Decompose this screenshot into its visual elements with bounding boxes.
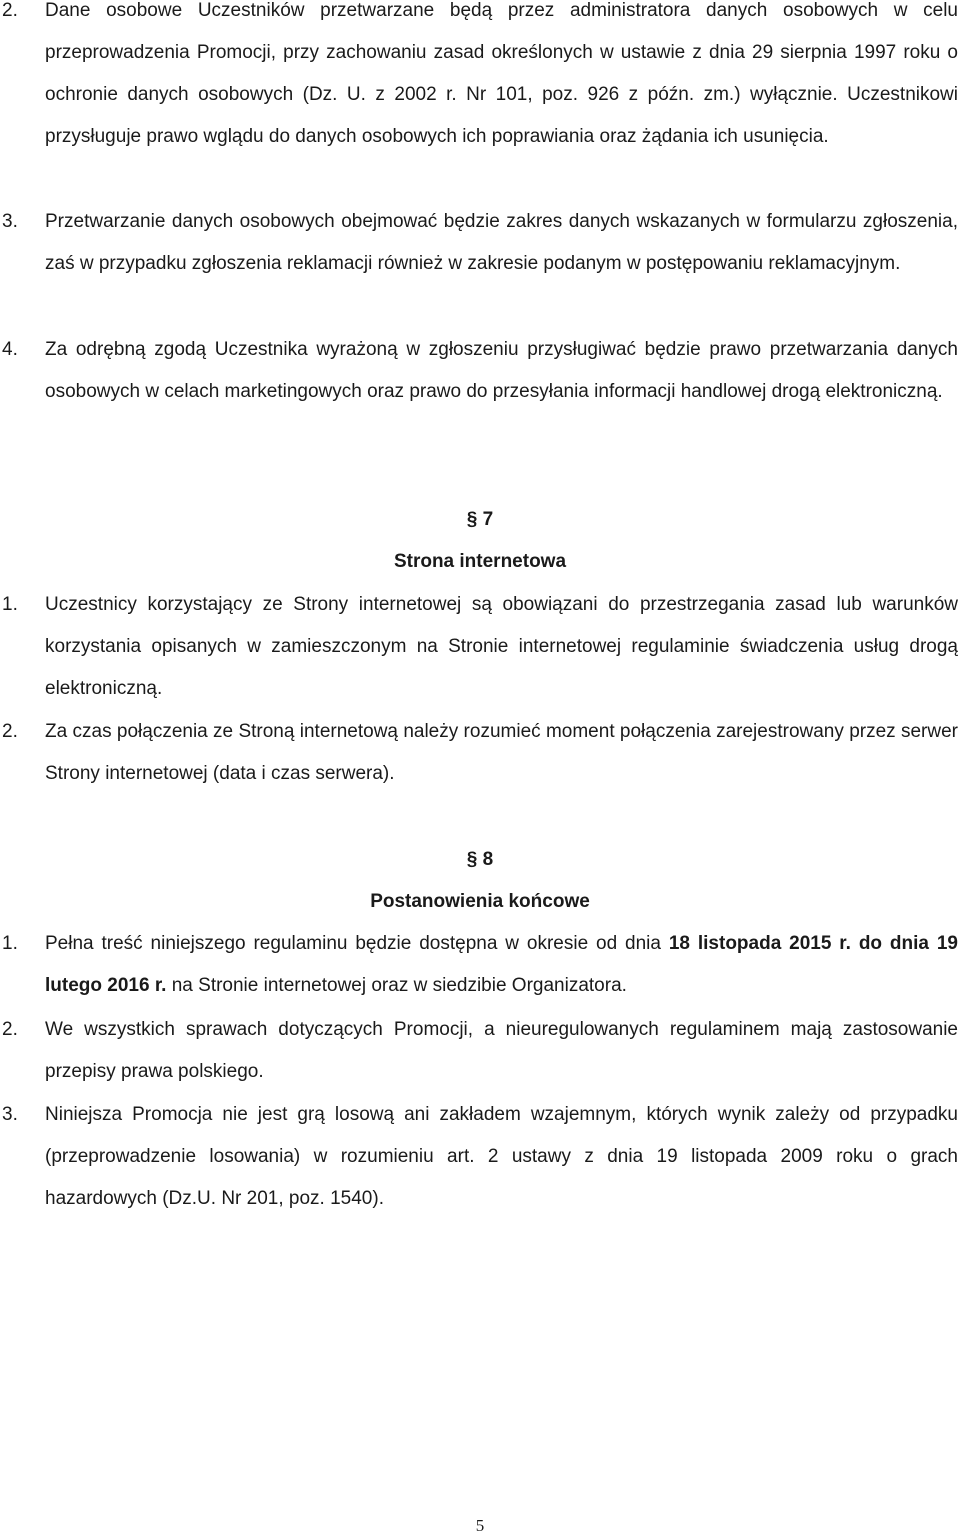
item-text xyxy=(45,923,958,1007)
item-text: Dane osobowe Uczestników przetwarzane będą przez administratora danych osobowych w celu przeprowadzenia Promocji, przy zachowaniu zasad określonych w ustawie z dnia 29 sierpnia 1997 roku o ochronie danych osobowych (Dz. U. z 2002 r. Nr 101, poz. 926 z późn. zm.) wyłącznie. Uczestnikowi przysługuje prawo wglądu do danych osobowych ich poprawiania oraz żądania ich usunięcia. xyxy=(45,0,958,147)
paragraph-8-3 xyxy=(0,1094,958,1220)
item-text: Za odrębną zgodą Uczestnika wyrażoną w zgłoszeniu przysługiwać będzie prawo przetwarzania danych osobowych w celach marketingowych oraz prawo do przesyłania informacji handlowej drogą elektroniczną. xyxy=(45,339,958,402)
item-text-part: na Stronie internetowej oraz w siedzibie Organizatora. xyxy=(166,975,627,996)
item-number: 3. xyxy=(2,211,18,232)
item-text: Niniejsza Promocja nie jest grą losową ani zakładem wzajemnym, których wynik zależy od przypadku (przeprowadzenie losowania) w rozumieniu art. 2 ustawy z dnia 19 listopada 2009 roku o grach hazardowych (Dz.U. Nr 201, poz. 1540). xyxy=(45,1104,958,1209)
item-text: We wszystkich sprawach dotyczących Promocji, a nieuregulowanych regulaminem mają zastosowanie przepisy prawa polskiego. xyxy=(45,1019,958,1082)
section-8-number: § 8 xyxy=(466,849,494,870)
section-8-title: Postanowienia końcowe xyxy=(370,891,590,912)
item-text: Za czas połączenia ze Stroną internetową należy rozumieć moment połączenia zarejestrowany przez serwer Strony internetowej (data i czas serwera). xyxy=(45,721,958,784)
page-number: 5 xyxy=(475,1516,485,1535)
paragraph-8-1 xyxy=(0,923,958,1007)
item-text-part: Pełna treść niniejszego regulaminu będzie dostępna w okresie od dnia xyxy=(45,933,669,954)
paragraph-6-3 xyxy=(0,201,958,285)
paragraph-7-1 xyxy=(0,584,958,710)
paragraph-8-2 xyxy=(0,1009,958,1093)
section-7-number: § 7 xyxy=(466,509,494,530)
item-number: 1. xyxy=(2,594,18,615)
item-text-dates-bold: 18 listopada 2015 r. do dnia 19 lutego 2016 r. xyxy=(45,933,958,996)
paragraph-6-4 xyxy=(0,329,958,413)
item-text: Przetwarzanie danych osobowych obejmować będzie zakres danych wskazanych w formularzu zgłoszenia, zaś w przypadku zgłoszenia reklamacji również w zakresie podanym w postępowaniu reklamacyjnym. xyxy=(45,211,958,274)
item-number: 2. xyxy=(2,0,18,21)
item-number: 1. xyxy=(2,933,18,954)
paragraph-6-2 xyxy=(0,0,958,158)
section-7-title: Strona internetowa xyxy=(393,551,567,572)
item-number: 4. xyxy=(2,339,18,360)
item-text: Uczestnicy korzystający ze Strony internetowej są obowiązani do przestrzegania zasad lub warunków korzystania opisanych w zamieszczonym na Stronie internetowej regulaminie świadczenia usług drogą elektroniczną. xyxy=(45,594,958,699)
item-number: 2. xyxy=(2,721,18,742)
item-number: 2. xyxy=(2,1019,18,1040)
item-number: 3. xyxy=(2,1104,18,1125)
paragraph-7-2 xyxy=(0,711,958,795)
